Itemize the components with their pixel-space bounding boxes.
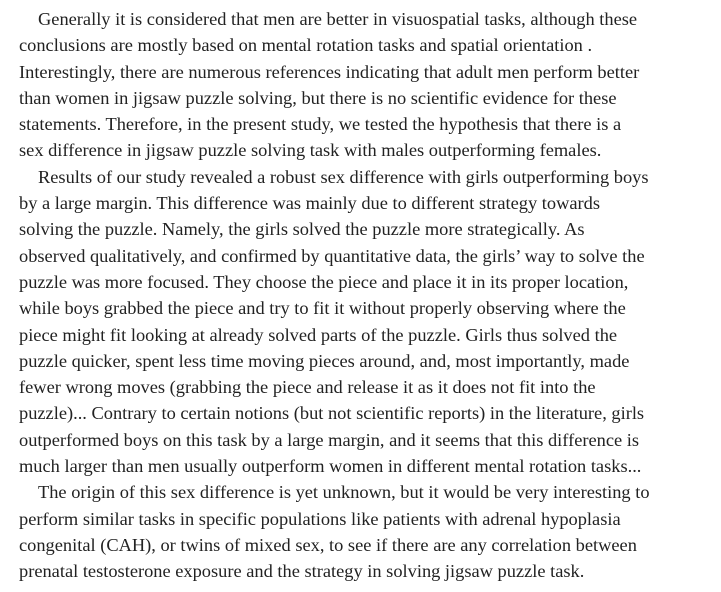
text-line: statements. Therefore, in the present study, we tested the hypothesis that there is a [19,114,622,135]
text-line: outperformed boys on this task by a large margin, and it seems that this difference is [19,429,640,450]
text-line: conclusions are mostly based on mental rotation tasks and spatial orientation . [19,35,593,56]
text-line: perform similar tasks in specific populations like patients with adrenal hypoplasia [19,508,621,529]
paragraph-3 [0,479,721,584]
text-line: puzzle quicker, spent less time moving pieces around, and, most importantly, made [19,350,630,371]
text-line: than women in jigsaw puzzle solving, but there is no scientific evidence for these [19,87,617,108]
text-line: prenatal testosterone exposure and the strategy in solving jigsaw puzzle task. [19,561,585,582]
text-line: observed qualitatively, and confirmed by quantitative data, the girls’ way to solve the [19,245,645,266]
text-line: The origin of this sex difference is yet unknown, but it would be very interesting to [38,482,650,503]
paragraph-2 [0,164,721,480]
text-line: piece might fit looking at already solved parts of the puzzle. Girls thus solved the [19,324,618,345]
text-line: sex difference in jigsaw puzzle solving task with males outperforming females. [19,140,602,161]
text-line: solving the puzzle. Namely, the girls solved the puzzle more strategically. As [19,219,585,240]
text-line: Generally it is considered that men are better in visuospatial tasks, although these [38,9,638,29]
text-line: puzzle)... Contrary to certain notions (but not scientific reports) in the literature, girls [19,403,645,424]
text-line: while boys grabbed the piece and try to fit it without properly observing where the [19,298,626,319]
document-body [0,6,721,585]
paragraph-1 [0,6,721,164]
text-line: by a large margin. This difference was mainly due to different strategy towards [19,193,601,214]
text-line: congenital (CAH), or twins of mixed sex, to see if there are any correlation between [19,534,637,555]
text-line: fewer wrong moves (grabbing the piece and release it as it does not fit into the [19,377,596,398]
text-line: puzzle was more focused. They choose the piece and place it in its proper location, [19,271,629,292]
text-line: much larger than men usually outperform women in different mental rotation tasks... [19,456,642,477]
text-line: Results of our study revealed a robust sex difference with girls outperforming boys [38,166,649,187]
text-line: Interestingly, there are numerous references indicating that adult men perform better [19,61,640,82]
